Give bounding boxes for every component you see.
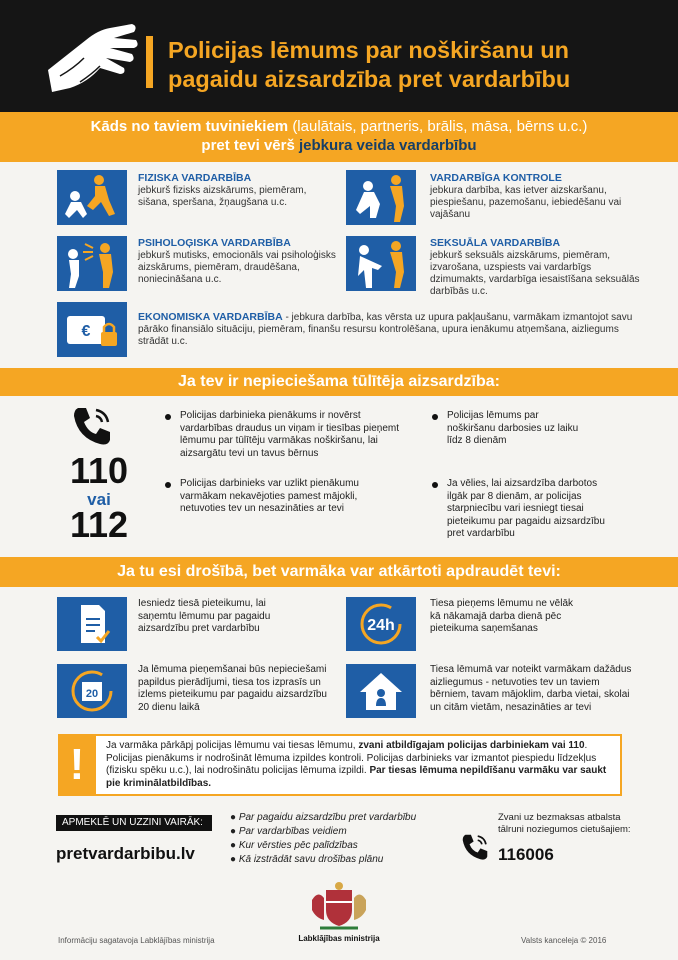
type-control-title: VARDARBĪGA KONTROLE [430,172,562,184]
safe-step-3: Ja lēmuma pieņemšanai būs nepieciešami papildus pierādījumi, tiesa tos izprasīs un izlems pieteikumu par pagaidu aizsardzību 20 dienu laikā [138,664,327,713]
type-economic-title: EKONOMISKA VARDARBĪBA [138,311,283,323]
type-psychological [138,237,338,286]
type-economic [138,311,638,348]
sexual-icon [346,236,416,291]
hotline-label: Zvani uz bezmaksas atbalsta tālruni noziegumos cietušajiem: [498,812,631,835]
warning-text-1: Ja varmāka pārkāpj policijas lēmumu vai tiesas lēmumu, [106,740,359,751]
warning-text-2: zvani atbildīgajam policijas darbiniekam vai 110 [358,740,585,751]
document-icon [57,597,127,651]
visit-label: APMEKLĒ UN UZZINI VAIRĀK: [56,815,212,831]
wallet-lock-icon [57,302,127,357]
title-line-1: Policijas lēmums par noškiršanu un [168,37,569,63]
coat-of-arms-logo [304,880,374,932]
emergency-number-112: 112 [69,504,129,545]
type-physical [138,172,328,209]
intro-part-2: (laulātais, partneris, brālis, māsa, bērns u.c.) [292,118,588,135]
bullet [432,414,438,420]
svg-text:24h: 24h [367,617,395,634]
ministry-name: Labklājības ministrija [298,934,380,943]
fight-icon [57,170,127,225]
phone-icon [460,832,490,862]
immediate-point-2: Policijas lēmums par noškiršanu darbosies uz laiku līdz 8 dienām [447,410,579,446]
home-icon [346,664,416,718]
bullet [432,482,438,488]
type-psychological-desc: jebkurš mutisks, emocionāls vai psiholoģisks aizskārums, piemēram, draudēšana, noniecināšana u.c. [138,250,336,285]
link-item[interactable]: ● Par pagaidu aizsardzību pret vardarbību [230,812,417,823]
safe-step-4: Tiesa lēmumā var noteikt varmākam dažādus aizliegumus - netuvoties tev un taviem bērniem, tavam mājoklim, darba vietai, skolai un citām vietām, nesazināties ar tevi [430,664,632,713]
intro-part-3: pret tevi vērš [201,137,295,154]
safe-step-2: Tiesa pieņems lēmumu ne vēlāk kā nākamajā darba dienā pēc pieteikuma saņemšanas [430,598,574,634]
svg-text:20: 20 [85,688,99,700]
link-item[interactable]: ● Kur vērsties pēc palīdzības [230,840,358,851]
immediate-point-4: Ja vēlies, lai aizsardzība darbotos ilgāk par 8 dienām, ar policijas starpniecību vari iesniegt tiesai pieteikumu par pagaidu aizsardzību pret vardarbību [447,478,605,539]
bullet [165,414,171,420]
warning-text [106,740,616,790]
links-list [230,811,470,867]
hand-stop-icon [40,18,140,98]
footer-credit: Informāciju sagatavoja Labklājības ministrija [58,936,215,945]
or-label: vai [87,490,111,509]
intro-part-1: Kāds no taviem tuviniekiem [90,118,289,135]
section-safe-title: Ja tu esi drošībā, bet varmāka var atkārtoti apdraudēt tevi: [0,557,678,587]
emergency-number-110: 110 [69,450,129,491]
type-control [430,172,645,221]
link-item[interactable]: ● Par vardarbības veidiem [230,826,347,837]
title-line-2: pagaidu aizsardzība pret vardarbību [168,66,571,92]
type-psychological-title: PSIHOLOĢISKA VARDARBĪBA [138,237,291,249]
safe-step-1: Iesniedz tiesā pieteikumu, lai saņemtu lēmumu par pagaidu aizsardzību pret vardarbību [138,598,271,634]
shouting-icon [57,236,127,291]
immediate-point-3: Policijas darbinieks var uzlikt pienākumu varmākam nekavējoties pamest mājokli, netuvoties tev un nesazināties ar tevi [180,478,359,514]
calendar-20-icon [57,664,127,718]
bullet [165,482,171,488]
header-accent-bar [146,36,153,88]
type-economic-desc: - jebkura darbība, kas vērsta uz upura pakļaušanu, varmākam izmantojot savu pārāko finansiālo situāciju, piemēram, finanšu resursu kontrolēšana, upura ienākumu atņemšana, aizliegums strādāt u.c. [138,312,633,347]
warning-text-3: . Policijas pienākums ir nodrošināt lēmuma izpildes kontroli. Policijas darbinieks var izmantot piespiedu līdzekļus (fizisku spēku u.c.), lai nodrošinātu policijas lēmuma izpildi. [106,740,597,776]
intro-part-4: jebkura veida vardarbību [298,137,477,154]
exclamation-icon: ! [58,734,96,796]
hotline-number[interactable]: 116006 [498,845,554,864]
section-immediate-title: Ja tev ir nepieciešama tūlītēja aizsardzība: [0,368,678,396]
page-title [168,36,668,94]
warning-text-4: Par tiesas lēmuma nepildīšanu varmāku var saukt pie kriminālatbildības. [106,765,607,789]
intro-band [0,112,678,162]
type-sexual [430,237,645,298]
type-physical-title: FIZISKA VARDARBĪBA [138,172,252,184]
control-icon [346,170,416,225]
clock-24h-icon [346,597,416,651]
link-item[interactable]: ● Kā izstrādāt savu drošības plānu [230,854,384,865]
svg-text:€: € [81,323,91,340]
phone-icon [70,404,114,448]
type-physical-desc: jebkurš fizisks aizskārums, piemēram, sišana, speršana, žņaugšana u.c. [138,185,307,208]
website-link[interactable]: pretvardarbibu.lv [56,844,195,863]
type-sexual-desc: jebkurš seksuāls aizskārums, piemēram, izvarošana, uzspiests vai vardarbīgs dzimumakts, vardarbīga iesaistīšana seksuālās darbībās u.c. [430,250,640,297]
footer-copyright: Valsts kanceleja © 2016 [521,936,607,945]
type-control-desc: jebkura darbība, kas ietver aizskaršanu, piespiešanu, pazemošanu, iebiedēšanu vai vajāšanu [430,185,622,220]
immediate-point-1: Policijas darbinieka pienākums ir novērst vardarbības draudus un viņam ir tiesības pieņemt lēmumu par tūlītēju varmākas noškiršanu, lai aizsargātu tevi un tavus bērnus [180,410,400,459]
type-sexual-title: SEKSUĀLA VARDARBĪBA [430,237,561,249]
